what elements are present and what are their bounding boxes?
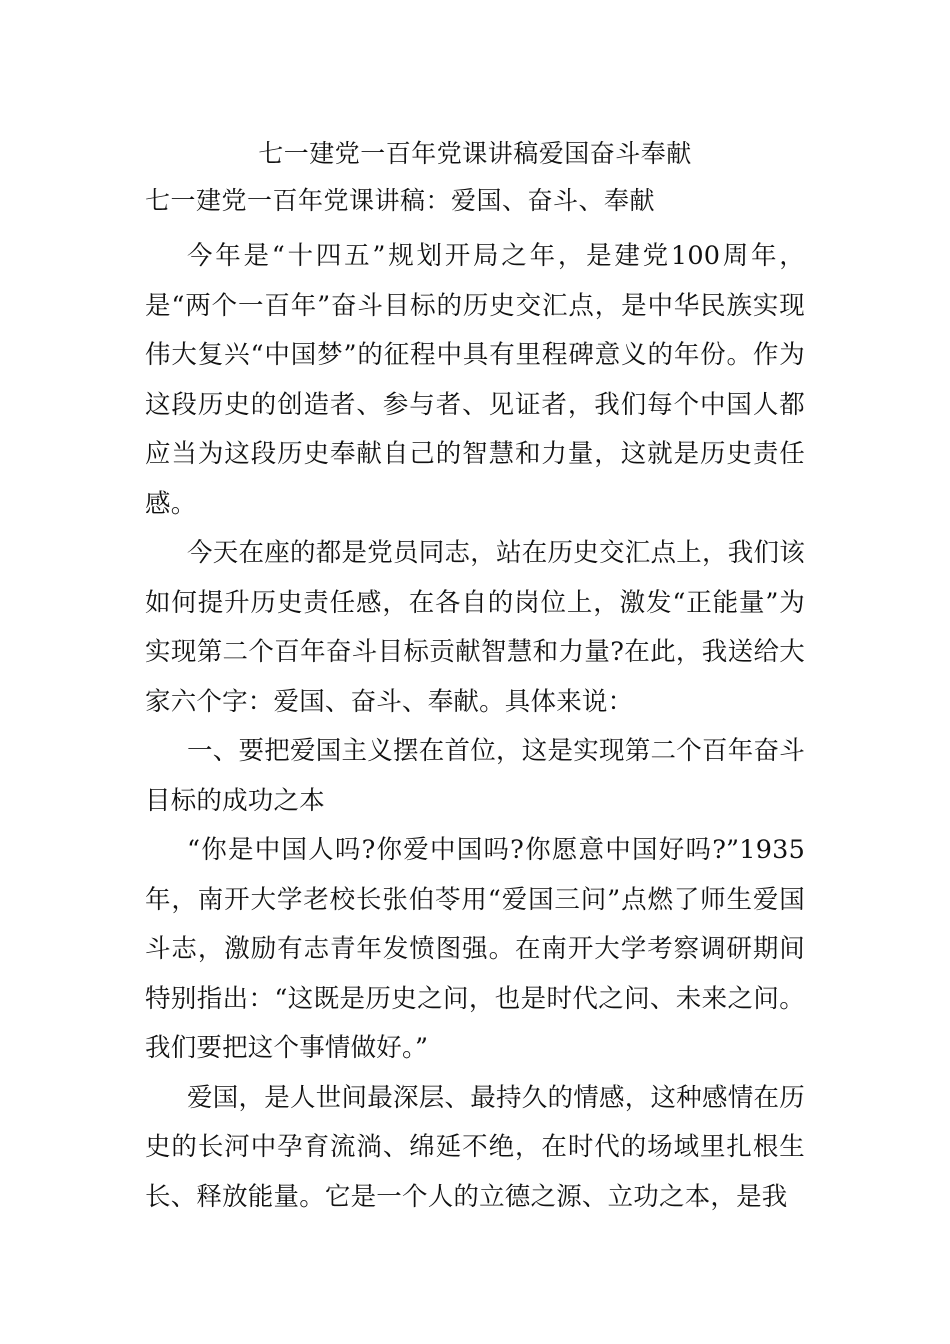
document-title: 七一建党一百年党课讲稿爱国奋斗奉献 [258, 139, 692, 168]
paragraph-intro: 今年是“十四五”规划开局之年，是建党100周年，是“两个一百年”奋斗目标的历史交汇点，是中华民族实现伟大复兴“中国梦”的征程中具有里程碑意义的年份。作为这段历史的创造者、参与者、见证者，我们每个中国人都应当为这段历史奉献自己的智慧和力量，这就是历史责任感。 [145, 241, 805, 519]
paragraph-six-words: 今天在座的都是党员同志，站在历史交汇点上，我们该如何提升历史责任感，在各自的岗位上，激发“正能量”为实现第二个百年奋斗目标贡献智慧和力量?在此，我送给大家六个字：爱国、奋斗、奉献。具体来说： [145, 538, 805, 717]
document-body [145, 232, 805, 1222]
section-heading-patriotism: 一、要把爱国主义摆在首位，这是实现第二个百年奋斗目标的成功之本 [145, 736, 805, 816]
document-subtitle: 七一建党一百年党课讲稿：爱国、奋斗、奉献 [145, 186, 656, 215]
paragraph-patriotism: 爱国，是人世间最深层、最持久的情感，这种感情在历史的长河中孕育流淌、绵延不绝，在时代的场域里扎根生长、释放能量。它是一个人的立德之源、立功之本，是我 [145, 1082, 805, 1212]
paragraph-three-questions: “你是中国人吗?你爱中国吗?你愿意中国好吗?”1935年，南开大学老校长张伯苓用“爱国三问”点燃了师生爱国斗志，激励有志青年发愤图强。在南开大学考察调研期间特别指出：“这既是历史之问，也是时代之问、未来之问。我们要把这个事情做好。” [145, 835, 805, 1063]
